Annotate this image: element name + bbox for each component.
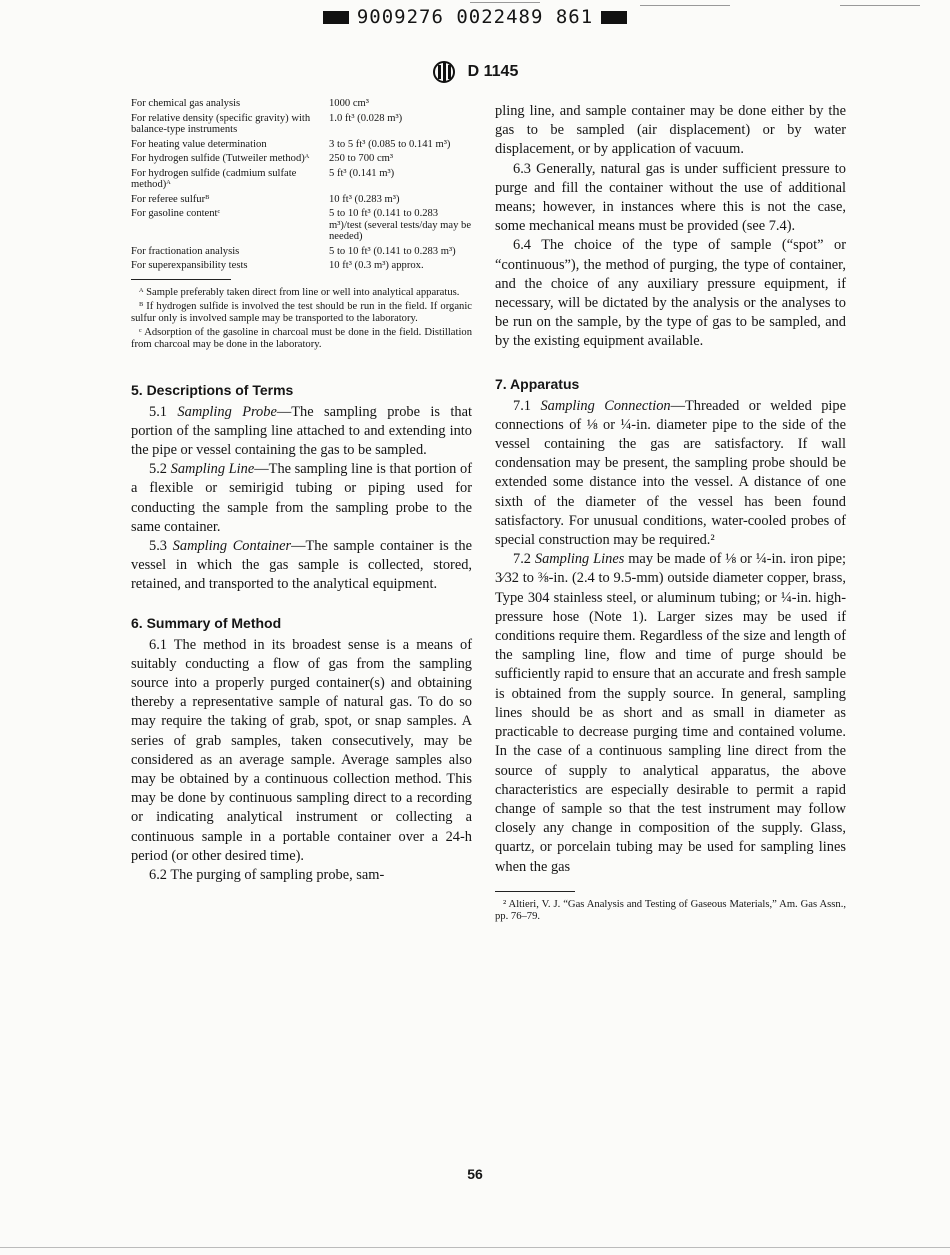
paragraph: 6.2 The purging of sampling probe, sam- xyxy=(149,866,385,883)
term: Sampling Lines xyxy=(534,551,625,568)
table-cell-purpose: For relative density (specific gravity) with balance-type instruments xyxy=(131,112,311,135)
table-row xyxy=(131,98,472,113)
para-text: —Threaded or welded pipe connections of ⅛ or ¼-in. diameter pipe to the side of the vessel containing the gas are satisfactory. If wall condensation may be present, the sampling probe should be extended some distance into the vessel. A distance of one sixth of the diameter of the vessel has been found satisfactory. For unusual conditions, water-cooled probes of special construction may be required.² xyxy=(495,397,846,549)
table-cell-purpose: For fractionation analysis xyxy=(131,245,240,257)
barcode-number: 9009276 0022489 861 xyxy=(356,6,594,28)
table-cell-volume: 1.0 ft³ (0.028 m³) xyxy=(329,112,403,124)
barcode-strip xyxy=(0,6,950,28)
table-cell-purpose: For heating value determination xyxy=(131,138,267,150)
table-footnote: ᴮ If hydrogen sulfide is involved the test should be run in the field. If organic sulfur only is involved sample may be transported to the laboratory. xyxy=(131,300,472,324)
para-text: —The sample container is the vessel in which the gas sample is collected, stored, retained, and transported to the analytical equipment. xyxy=(131,537,472,593)
table-cell-purpose: For superexpansibility tests xyxy=(131,260,248,271)
paragraph xyxy=(131,403,472,461)
table-row xyxy=(131,153,472,168)
paragraph xyxy=(495,397,846,551)
table-row xyxy=(131,246,472,261)
paragraph xyxy=(495,550,846,876)
term: Sampling Probe xyxy=(177,403,277,420)
section-heading: 7. Apparatus xyxy=(495,375,580,392)
section-heading: 6. Summary of Method xyxy=(131,614,282,631)
paragraph: pling line, and sample container may be done either by the gas to be sampled (air displacement) or by water displacement, or by application of vacuum. xyxy=(495,103,846,158)
table-row xyxy=(131,168,472,194)
table-cell-purpose: For gasoline contentᶜ xyxy=(131,208,221,219)
astm-logo-icon xyxy=(432,61,456,83)
table-cell-purpose: For hydrogen sulfide (cadmium sulfate method)ᴬ xyxy=(131,167,297,190)
designation: D 1145 xyxy=(467,63,519,81)
left-column xyxy=(131,98,472,885)
paragraph xyxy=(131,460,472,537)
para-number: 5.2 xyxy=(149,461,167,478)
para-number: 5.3 xyxy=(149,537,167,554)
table-row xyxy=(131,139,472,154)
table-cell-volume: 10 ft³ (0.3 m³) approx. xyxy=(329,260,424,271)
table-footnote: ᶜ Adsorption of the gasoline in charcoal must be done in the field. Distillation from charcoal may be done in the laboratory. xyxy=(131,327,472,351)
paragraph xyxy=(131,537,472,595)
term: Sampling Connection xyxy=(540,397,671,414)
table-cell-volume: 5 to 10 ft³ (0.141 to 0.283 m³) xyxy=(329,245,456,257)
right-column xyxy=(495,102,846,925)
table-cell-volume: 3 to 5 ft³ (0.085 to 0.141 m³) xyxy=(329,138,451,150)
scan-line xyxy=(470,2,540,3)
table-cell-volume: 250 to 700 cm³ xyxy=(329,153,394,164)
table-cell-purpose: For hydrogen sulfide (Tutweiler method)ᴬ xyxy=(131,153,310,164)
table-cell-volume: 5 to 10 ft³ (0.141 to 0.283 m³)/test (several tests/day may be needed) xyxy=(329,208,472,242)
paragraph: 6.3 Generally, natural gas is under sufficient pressure to purge and fill the container without the use of additional means; however, in instances where this is not the case, some mechanical means must be provided (see 7.4). xyxy=(495,160,846,235)
barcode-block xyxy=(601,11,627,24)
table-cell-volume: 5 ft³ (0.141 m³) xyxy=(329,167,395,179)
table-row xyxy=(131,208,472,246)
paragraph: 6.1 The method in its broadest sense is a means of suitably conducting a flow of gas from the sampling source into a properly purged container(s) and obtaining thereby a representative sample of natural gas. To do so may require the taking of grab, spot, or snap samples. A series of grab samples, taken consecutively, may be considered as an average sample. Average samples also may be obtained by a continuous collection method. This may be done by continuous sampling direct to a recording or indicating analytical instrument or collecting a continuous sample in a portable container over a 24-h period (or other desired time). xyxy=(131,636,472,864)
table-cell-purpose: For referee sulfurᴮ xyxy=(131,193,210,205)
table-footnote: ᴬ Sample preferably taken direct from line or well into analytical apparatus. xyxy=(139,286,460,298)
para-text: may be made of ⅛ or ¼-in. iron pipe; 3⁄32 to ⅜-in. (2.4 to 9.5-mm) outside diameter copper, brass, Type 304 stainless steel, or aluminum tubing; or ¼-in. high-pressure hose (Note 1). Larger sizes may be used if conditions require them. Regardless of the size and length of the sampling line, flow and time of purge should be sufficiently rapid to ensure that an accurate and fresh sample is obtained from the supply source. In general, sampling lines should be as short and as small in diameter as practicable to decrease purging time and contained volume. In the case of a continuous sampling line direct from the source of supply to analytical apparatus, the above characteristics are especially desirable to permit a rapid change of sample so that the test instrument may follow closely any change in composition of the supply. Glass, quartz, or porcelain tubing may be used for sampling lines when the gas xyxy=(495,551,846,875)
para-text: —The sampling probe is that portion of the sampling line attached to and extending into the pipe or vessel containing the gas to be sampled. xyxy=(131,403,472,458)
term: Sampling Container xyxy=(172,537,292,554)
page-footnote: ² Altieri, V. J. “Gas Analysis and Testing of Gaseous Materials,” Am. Gas Assn., pp. 76–79. xyxy=(495,898,846,922)
table-row xyxy=(131,260,472,275)
term: Sampling Line xyxy=(170,461,255,478)
table-row xyxy=(131,194,472,209)
table-cell-purpose: For chemical gas analysis xyxy=(131,98,241,109)
footnote-rule xyxy=(495,891,575,892)
page-number: 56 xyxy=(467,1166,483,1182)
sample-volume-table xyxy=(131,98,472,275)
para-number: 7.1 xyxy=(513,397,531,414)
table-cell-volume: 1000 cm³ xyxy=(329,98,369,109)
section-heading: 5. Descriptions of Terms xyxy=(131,381,294,398)
para-number: 7.2 xyxy=(513,551,531,568)
para-text: —The sampling line is that portion of a flexible or semirigid tubing or piping used for conducting the sample from the sampling probe to the same container. xyxy=(131,461,472,535)
scan-line xyxy=(0,1247,950,1248)
para-number: 5.1 xyxy=(149,403,167,420)
table-cell-volume: 10 ft³ (0.283 m³) xyxy=(329,193,400,205)
table-row xyxy=(131,113,472,139)
table-rule xyxy=(131,279,231,280)
page-header xyxy=(0,61,950,83)
barcode-block xyxy=(323,11,349,24)
paragraph: 6.4 The choice of the type of sample (“spot” or “continuous”), the method of purging, the type of container, and the choice of any auxiliary pressure equipment, if necessary, will be dictated by the analysis or the analyses to be run on the sample, by the type of gas to be sampled, and by the existing equipment available. xyxy=(495,237,846,350)
